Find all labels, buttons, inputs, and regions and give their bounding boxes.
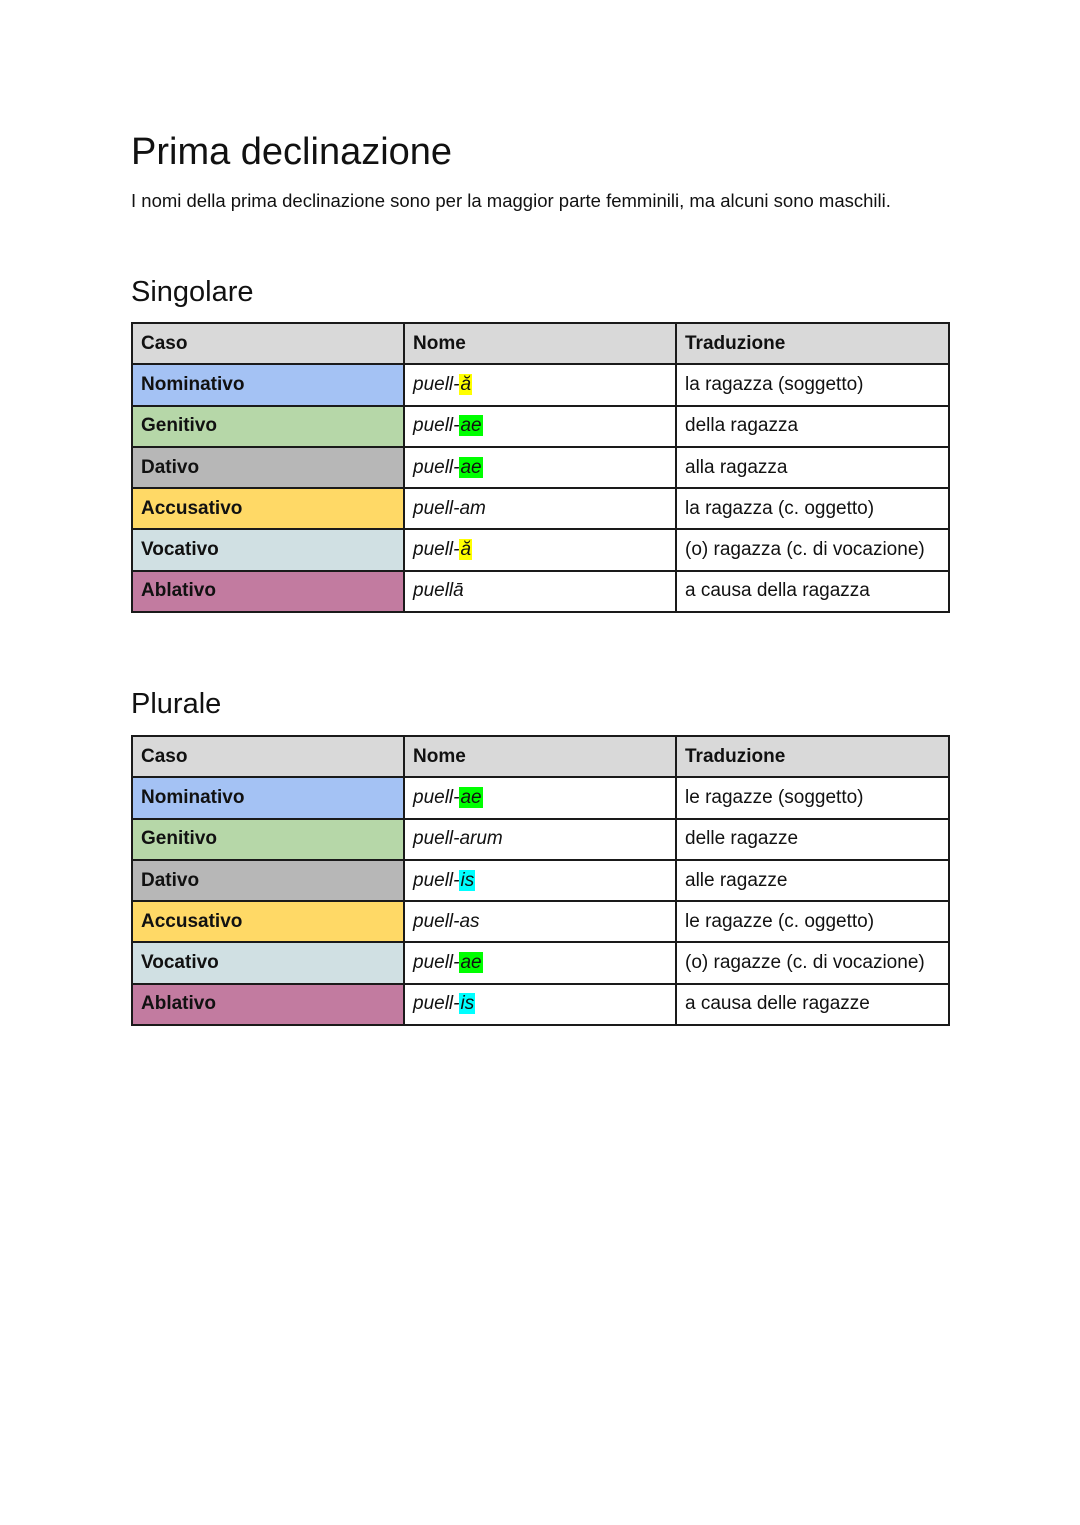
translation-cell: della ragazza: [676, 406, 949, 447]
noun-cell: [404, 901, 676, 942]
case-cell: Vocativo: [132, 942, 404, 983]
case-cell: Ablativo: [132, 571, 404, 612]
highlighted-ending: is: [460, 993, 475, 1015]
noun-cell: [404, 364, 676, 405]
translation-cell: a causa della ragazza: [676, 571, 949, 612]
noun-stem: puell-: [413, 539, 460, 561]
translation-cell: la ragazza (c. oggetto): [676, 488, 949, 529]
table-row: [132, 571, 949, 612]
translation-cell: le ragazze (soggetto): [676, 777, 949, 818]
noun-cell: [404, 860, 676, 901]
table-row: [132, 860, 949, 901]
intro-paragraph: I nomi della prima declinazione sono per la maggior parte femminili, ma alcuni sono maschili.: [131, 190, 891, 211]
table-plurale: [131, 735, 950, 1026]
noun-stem: puell-: [413, 993, 460, 1015]
case-cell: Genitivo: [132, 406, 404, 447]
table-row: [132, 984, 949, 1025]
noun-cell: [404, 777, 676, 818]
case-cell: Accusativo: [132, 901, 404, 942]
noun-cell: [404, 819, 676, 860]
case-cell: Accusativo: [132, 488, 404, 529]
highlighted-ending: ă: [460, 539, 472, 561]
case-cell: Dativo: [132, 860, 404, 901]
translation-cell: alla ragazza: [676, 447, 949, 488]
heading-plurale: Plurale: [131, 688, 222, 720]
noun-stem: puell-: [413, 415, 460, 437]
header-nome: Nome: [404, 323, 676, 364]
translation-cell: la ragazza (soggetto): [676, 364, 949, 405]
noun-stem: puell-am: [413, 497, 486, 519]
noun-stem: puell-: [413, 456, 460, 478]
highlighted-ending: ae: [460, 786, 482, 808]
highlighted-ending: ă: [460, 373, 472, 395]
highlighted-ending: ae: [460, 952, 482, 974]
table-row: [132, 529, 949, 570]
noun-stem: puell-: [413, 869, 460, 891]
noun-stem: puell-: [413, 786, 460, 808]
table-row: [132, 488, 949, 529]
table-singolare: [131, 322, 950, 613]
noun-cell: [404, 942, 676, 983]
case-cell: Ablativo: [132, 984, 404, 1025]
page-title: Prima declinazione: [131, 131, 453, 173]
noun-stem: puellā: [413, 580, 464, 602]
table-row: [132, 777, 949, 818]
highlighted-ending: is: [460, 869, 475, 891]
table-header-row: [132, 323, 949, 364]
table-row: [132, 447, 949, 488]
header-nome: Nome: [404, 736, 676, 777]
noun-cell: [404, 529, 676, 570]
highlighted-ending: ae: [460, 456, 482, 478]
table-row: [132, 364, 949, 405]
translation-cell: (o) ragazza (c. di vocazione): [676, 529, 949, 570]
translation-cell: alle ragazze: [676, 860, 949, 901]
noun-stem: puell-: [413, 952, 460, 974]
case-cell: Dativo: [132, 447, 404, 488]
table-row: [132, 406, 949, 447]
noun-cell: [404, 406, 676, 447]
translation-cell: a causa delle ragazze: [676, 984, 949, 1025]
case-cell: Genitivo: [132, 819, 404, 860]
highlighted-ending: ae: [460, 415, 482, 437]
translation-cell: delle ragazze: [676, 819, 949, 860]
header-caso: Caso: [132, 736, 404, 777]
noun-stem: puell-as: [413, 910, 480, 932]
noun-stem: puell-: [413, 373, 460, 395]
noun-cell: [404, 447, 676, 488]
header-traduzione: Traduzione: [676, 323, 949, 364]
table-row: [132, 901, 949, 942]
case-cell: Vocativo: [132, 529, 404, 570]
header-caso: Caso: [132, 323, 404, 364]
noun-stem: puell-arum: [413, 828, 503, 850]
table-row: [132, 819, 949, 860]
noun-cell: [404, 571, 676, 612]
header-traduzione: Traduzione: [676, 736, 949, 777]
table-header-row: [132, 736, 949, 777]
heading-singolare: Singolare: [131, 276, 254, 308]
translation-cell: le ragazze (c. oggetto): [676, 901, 949, 942]
table-row: [132, 942, 949, 983]
translation-cell: (o) ragazze (c. di vocazione): [676, 942, 949, 983]
noun-cell: [404, 984, 676, 1025]
case-cell: Nominativo: [132, 364, 404, 405]
case-cell: Nominativo: [132, 777, 404, 818]
noun-cell: [404, 488, 676, 529]
